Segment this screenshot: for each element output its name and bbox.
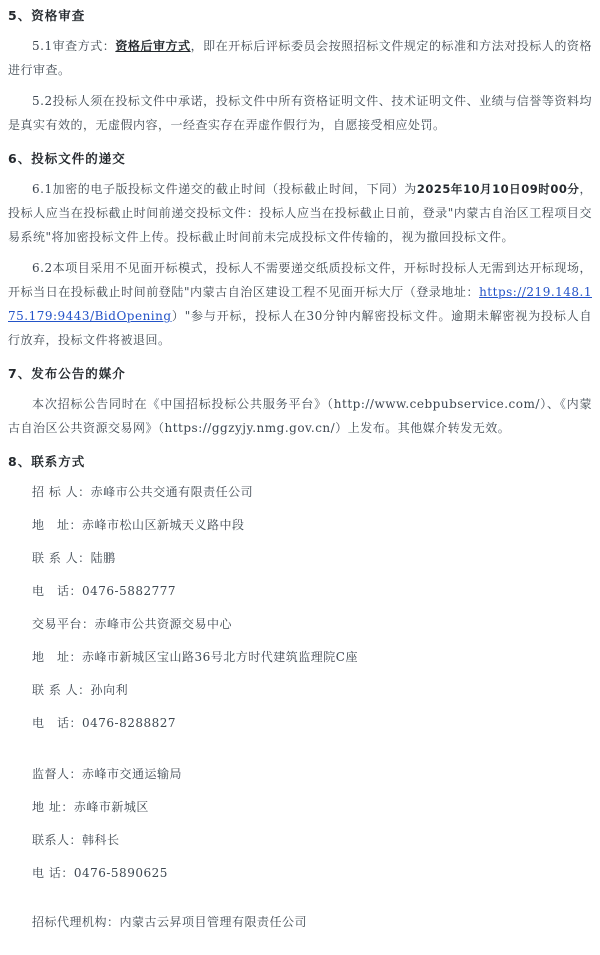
bid-opening-hall-link[interactable]: https://219.148.175.179:9443/BidOpening — [8, 285, 592, 323]
supervisor-name-line — [8, 762, 592, 786]
clause-6-1-rest: ，投标人应当在投标截止时间前递交投标文件：投标人应当在投标截止日前，登录"内蒙古自治区工程项目交易系统"将加密投标文件上传。投标截止时间前未完成投标文件传输的，视为撤回投标文件。 — [8, 182, 592, 244]
tenderer-phone-value: 0476-5882777 — [82, 584, 177, 598]
platform-contact-person-label: 联 系 人： — [32, 683, 91, 697]
platform-name-label: 交易平台： — [32, 617, 95, 631]
tenderer-name-value: 赤峰市公共交通有限责任公司 — [90, 485, 254, 499]
tenderer-contact-person-label: 联 系 人： — [32, 551, 91, 565]
tenderer-name-label: 招 标 人： — [32, 485, 91, 499]
section-8-heading: 8、联系方式 — [8, 454, 86, 469]
tenderer-address-line — [8, 513, 592, 537]
platform-phone-label: 电 话： — [32, 716, 83, 730]
platform-address-value: 赤峰市新城区宝山路36号北方时代建筑监理院C座 — [82, 650, 358, 664]
supervisor-address-value: 赤峰市新城区 — [73, 800, 149, 814]
tenderer-address-label: 地 址： — [32, 518, 83, 532]
tenderer-contact-person-value: 陆鹏 — [90, 551, 116, 565]
supervisor-contact-person-line — [8, 828, 592, 852]
clause-5-1 — [8, 34, 592, 82]
platform-phone-line — [8, 711, 592, 735]
trading-platform-contact-block — [8, 612, 592, 735]
clause-6-2 — [8, 256, 592, 352]
supervisor-address-line — [8, 795, 592, 819]
clause-5-1-rest: ，即在开标后评标委员会按照招标文件规定的标准和方法对投标人的资格进行审查。 — [8, 39, 592, 77]
platform-phone-value: 0476-8288827 — [82, 716, 177, 730]
supervisor-name-label: 监督人： — [32, 767, 83, 781]
agency-line — [8, 910, 592, 934]
clause-6-1-prefix: 6.1加密的电子版投标文件递交的截止时间（投标截止时间，下同）为 — [32, 182, 417, 196]
supervisor-contact-person-value: 韩科长 — [82, 833, 120, 847]
tenderer-phone-line — [8, 579, 592, 603]
clause-6-1 — [8, 177, 592, 249]
tenderer-name-line — [8, 480, 592, 504]
qualification-review-method: 资格后审方式 — [115, 39, 191, 53]
agency-label: 招标代理机构： — [32, 915, 120, 929]
clause-5-2: 5.2投标人须在投标文件中承诺，投标文件中所有资格证明文件、技术证明文件、业绩与信誉等资料均是真实有效的，无虚假内容，一经查实存在弄虚作假行为，自愿接受相应处罚。 — [8, 94, 592, 132]
section-6-heading: 6、投标文件的递交 — [8, 151, 126, 166]
supervisor-name-value: 赤峰市交通运输局 — [82, 767, 183, 781]
tenderer-address-value: 赤峰市松山区新城天义路中段 — [82, 518, 245, 532]
section-5-heading: 5、资格审查 — [8, 8, 86, 23]
tenderer-contact-block — [8, 480, 592, 603]
platform-name-line — [8, 612, 592, 636]
announcement-media-paragraph: 本次招标公告同时在《中国招标投标公共服务平台》（http://www.cebpubservice.com/）、《内蒙古自治区公共资源交易网》（https://ggzyjy.nmg.gov.cn/）上发布。其他媒介转发无效。 — [8, 397, 592, 435]
platform-address-line — [8, 645, 592, 669]
tenderer-contact-person-line — [8, 546, 592, 570]
platform-contact-person-line — [8, 678, 592, 702]
tenderer-phone-label: 电 话： — [32, 584, 83, 598]
supervisor-phone-line — [8, 861, 592, 885]
agency-value: 内蒙古云昇项目管理有限责任公司 — [119, 915, 308, 929]
platform-contact-person-value: 孙向利 — [90, 683, 129, 697]
clause-6-2-rest: ）"参与开标，投标人在30分钟内解密投标文件。逾期未解密视为投标人自行放弃，投标文件将被退回。 — [8, 309, 592, 347]
supervisor-phone-label: 电 话： — [32, 866, 74, 880]
section-7-heading: 7、发布公告的媒介 — [8, 366, 126, 381]
supervisor-contact-person-label: 联系人： — [32, 833, 83, 847]
platform-name-value: 赤峰市公共资源交易中心 — [94, 617, 233, 631]
clause-5-1-prefix: 5.1审查方式： — [32, 39, 116, 53]
clause-6-2-prefix: 6.2本项目采用不见面开标模式，投标人不需要递交纸质投标文件，开标时投标人无需到达开标现场，开标当日在投标截止时间前登陆"内蒙古自治区建设工程不见面开标大厅（登录地址： — [8, 261, 592, 299]
platform-address-label: 地 址： — [32, 650, 83, 664]
bid-deadline-datetime: 2025年10月10日09时00分 — [416, 182, 580, 196]
supervisor-phone-value: 0476-5890625 — [73, 866, 168, 880]
supervisor-address-label: 地 址： — [32, 800, 74, 814]
